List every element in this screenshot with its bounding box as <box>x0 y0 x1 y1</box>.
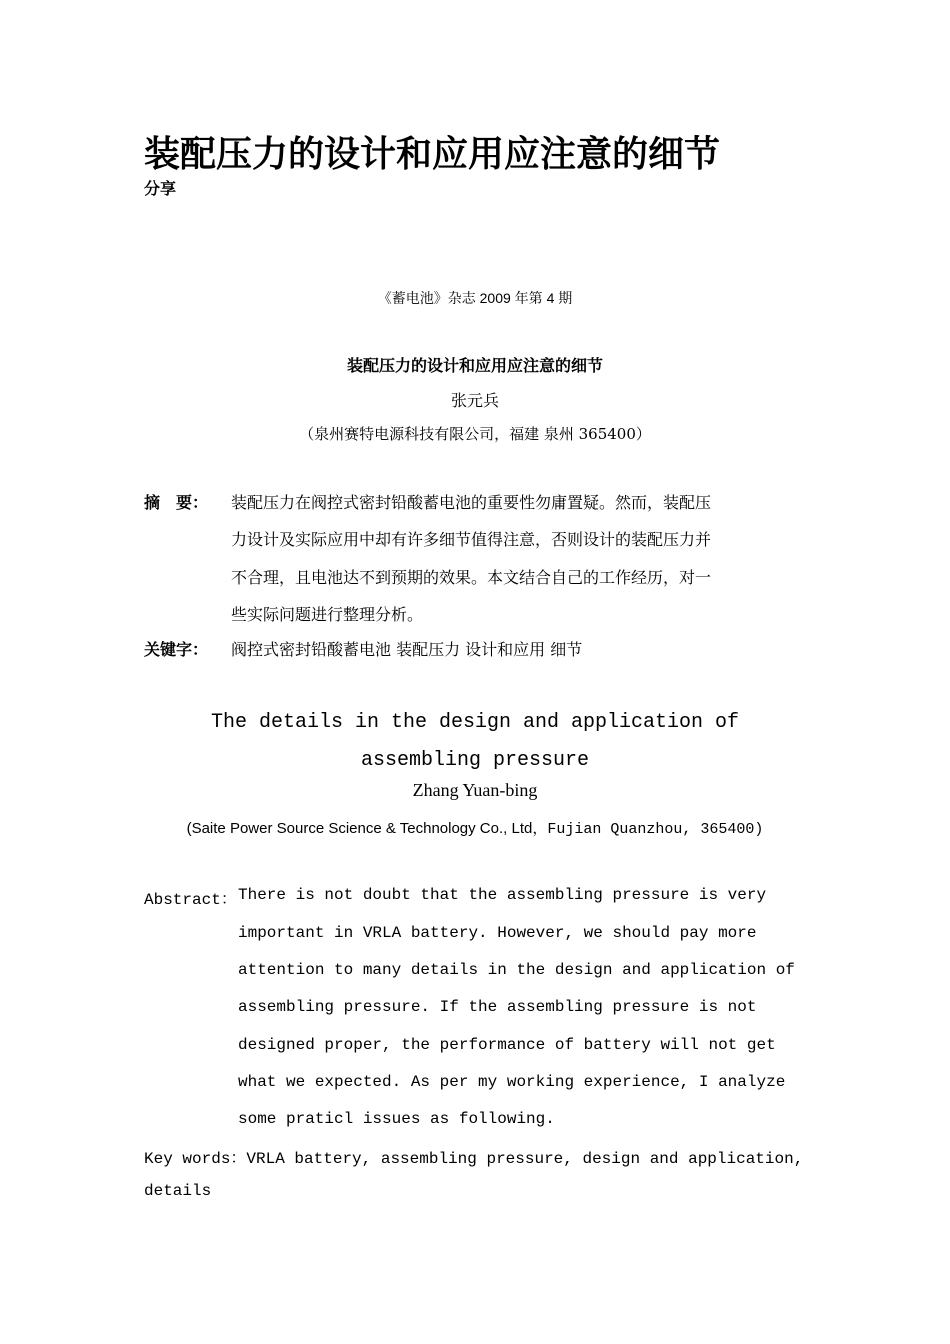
abstract-zh-line: 不合理，且电池达不到预期的效果。本文结合自己的工作经历，对一 <box>231 568 712 587</box>
affiliation-en <box>0 817 950 838</box>
keywords-en <box>144 1145 803 1168</box>
journal-citation: 《蓄电池》杂志 2009 年第 4 期 <box>377 290 573 306</box>
affiliation-zh: （泉州赛特电源科技有限公司，福建 泉州 365400） <box>299 425 651 443</box>
abstract-zh-line: 力设计及实际应用中却有许多细节值得注意，否则设计的装配压力并 <box>231 530 712 549</box>
abstract-zh-label: 摘 要： <box>144 493 209 512</box>
author-en: Zhang Yuan-bing <box>412 780 538 800</box>
affiliation-en-location: Fujian Quanzhou, 365400) <box>547 821 764 838</box>
document-subtitle: 分享 <box>144 179 177 198</box>
keywords-zh-text: 阀控式密封铅酸蓄电池 装配压力 设计和应用 细节 <box>231 640 583 659</box>
abstract-en-line: designed proper, the performance of battery will not get <box>238 1036 776 1054</box>
author-zh: 张元兵 <box>450 391 499 410</box>
abstract-zh-line: 装配压力在阀控式密封铅酸蓄电池的重要性勿庸置疑。然而，装配压 <box>231 493 712 512</box>
keywords-en-label: Key words： <box>144 1150 247 1168</box>
abstract-en-line: important in VRLA battery. However, we should pay more <box>238 924 757 942</box>
keywords-en-continuation: details <box>144 1182 212 1200</box>
abstract-en-line: what we expected. As per my working experience, I analyze <box>238 1073 786 1091</box>
document-title: 装配压力的设计和应用应注意的细节 <box>144 134 721 175</box>
abstract-en-line: There is not doubt that the assembling pressure is very <box>238 886 767 904</box>
keywords-en-text: VRLA battery, assembling pressure, design and application, <box>246 1150 804 1168</box>
article-title-zh: 装配压力的设计和应用应注意的细节 <box>346 356 603 375</box>
keywords-zh-label: 关键字： <box>144 640 209 659</box>
abstract-zh-line: 些实际问题进行整理分析。 <box>231 605 424 624</box>
abstract-en-line: assembling pressure. If the assembling pressure is not <box>238 998 757 1016</box>
abstract-en-line: attention to many details in the design and application of <box>238 961 795 979</box>
abstract-en-line: some praticl issues as following. <box>238 1110 555 1128</box>
article-title-en: The details in the design and application of assembling pressure <box>210 711 740 772</box>
abstract-en-label: Abstract： <box>144 891 237 909</box>
affiliation-en-org: (Saite Power Source Science & Technology Co., Ltd， <box>186 820 548 837</box>
